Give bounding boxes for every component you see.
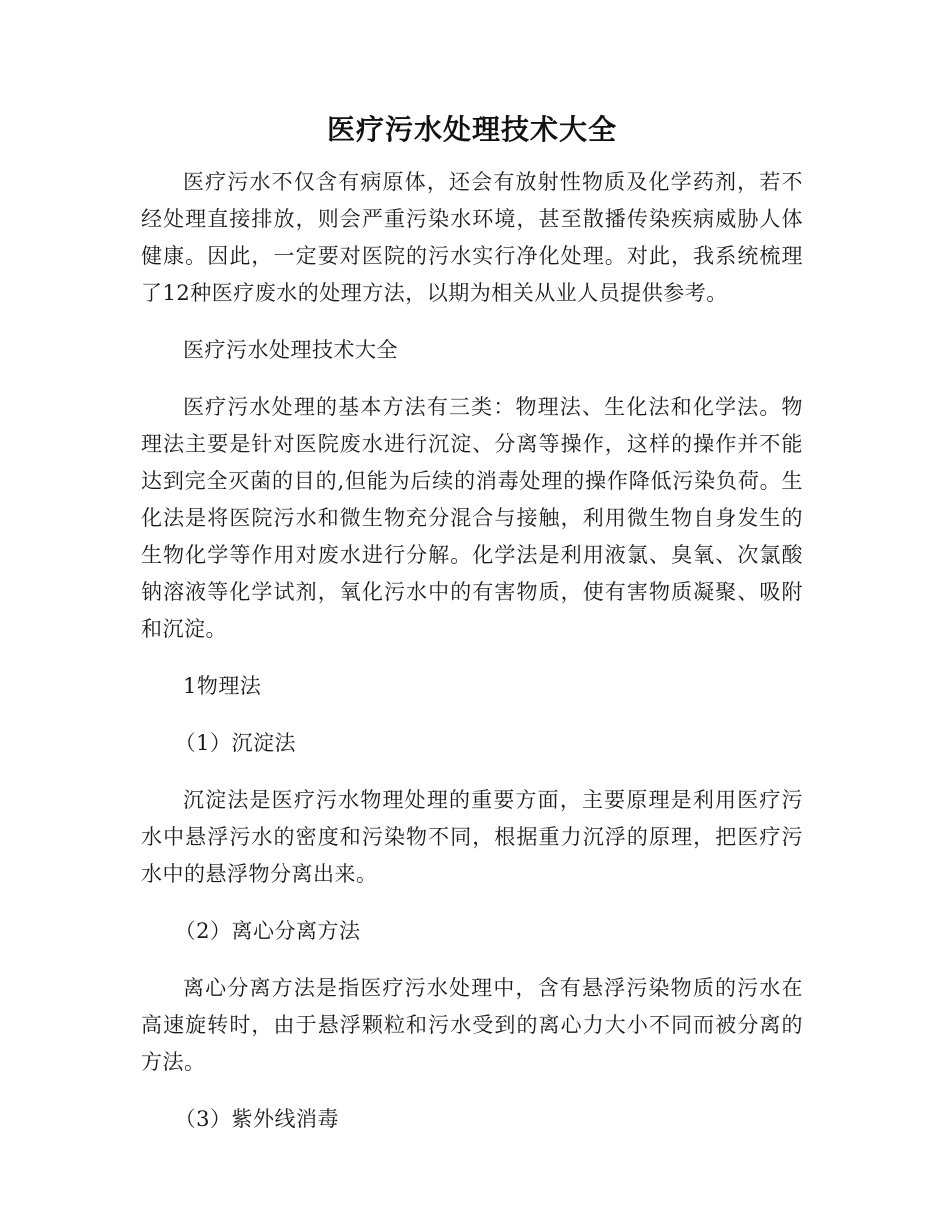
centrifugal-paragraph: 离心分离方法是指医疗污水处理中，含有悬浮污染物质的污水在高速旋转时，由于悬浮颗粒和污水受到的离心力大小不同而被分离的方法。: [141, 976, 803, 1074]
document-page: [141, 108, 803, 1158]
subsection-heading-uv: （3）紫外线消毒: [174, 1107, 339, 1131]
intro-paragraph: 医疗污水不仅含有病原体，还会有放射性物质及化学药剂，若不经处理直接排放，则会严重污染水环境，甚至散播传染疾病威胁人体健康。因此，一定要对医院的污水实行净化处理。对此，我系统梳理了12种医疗废水的处理方法，以期为相关从业人员提供参考。: [141, 170, 803, 305]
methods-paragraph: 医疗污水处理的基本方法有三类：物理法、生化法和化学法。物理法主要是针对医院废水进行沉淀、分离等操作，这样的操作并不能达到完全灭菌的目的,但能为后续的消毒处理的操作降低污染负荷。生化法是将医院污水和微生物充分混合与接触，利用微生物自身发生的生物化学等作用对废水进行分解。化学法是利用液氯、臭氧、次氯酸钠溶液等化学试剂，氧化污水中的有害物质，使有害物质凝聚、吸附和沉淀。: [141, 395, 803, 641]
section-heading-overview: 医疗污水处理技术大全: [183, 338, 398, 362]
subsection-heading-centrifugal: （2）离心分离方法: [174, 919, 361, 943]
subsection-heading-sedimentation: （1）沉淀法: [174, 731, 296, 755]
document-title: 医疗污水处理技术大全: [326, 113, 617, 146]
sedimentation-paragraph: 沉淀法是医疗污水物理处理的重要方面，主要原理是利用医疗污水中悬浮污水的密度和污染物不同，根据重力沉浮的原理，把医疗污水中的悬浮物分离出来。: [141, 788, 803, 886]
section-heading-physical: 1物理法: [183, 674, 262, 698]
